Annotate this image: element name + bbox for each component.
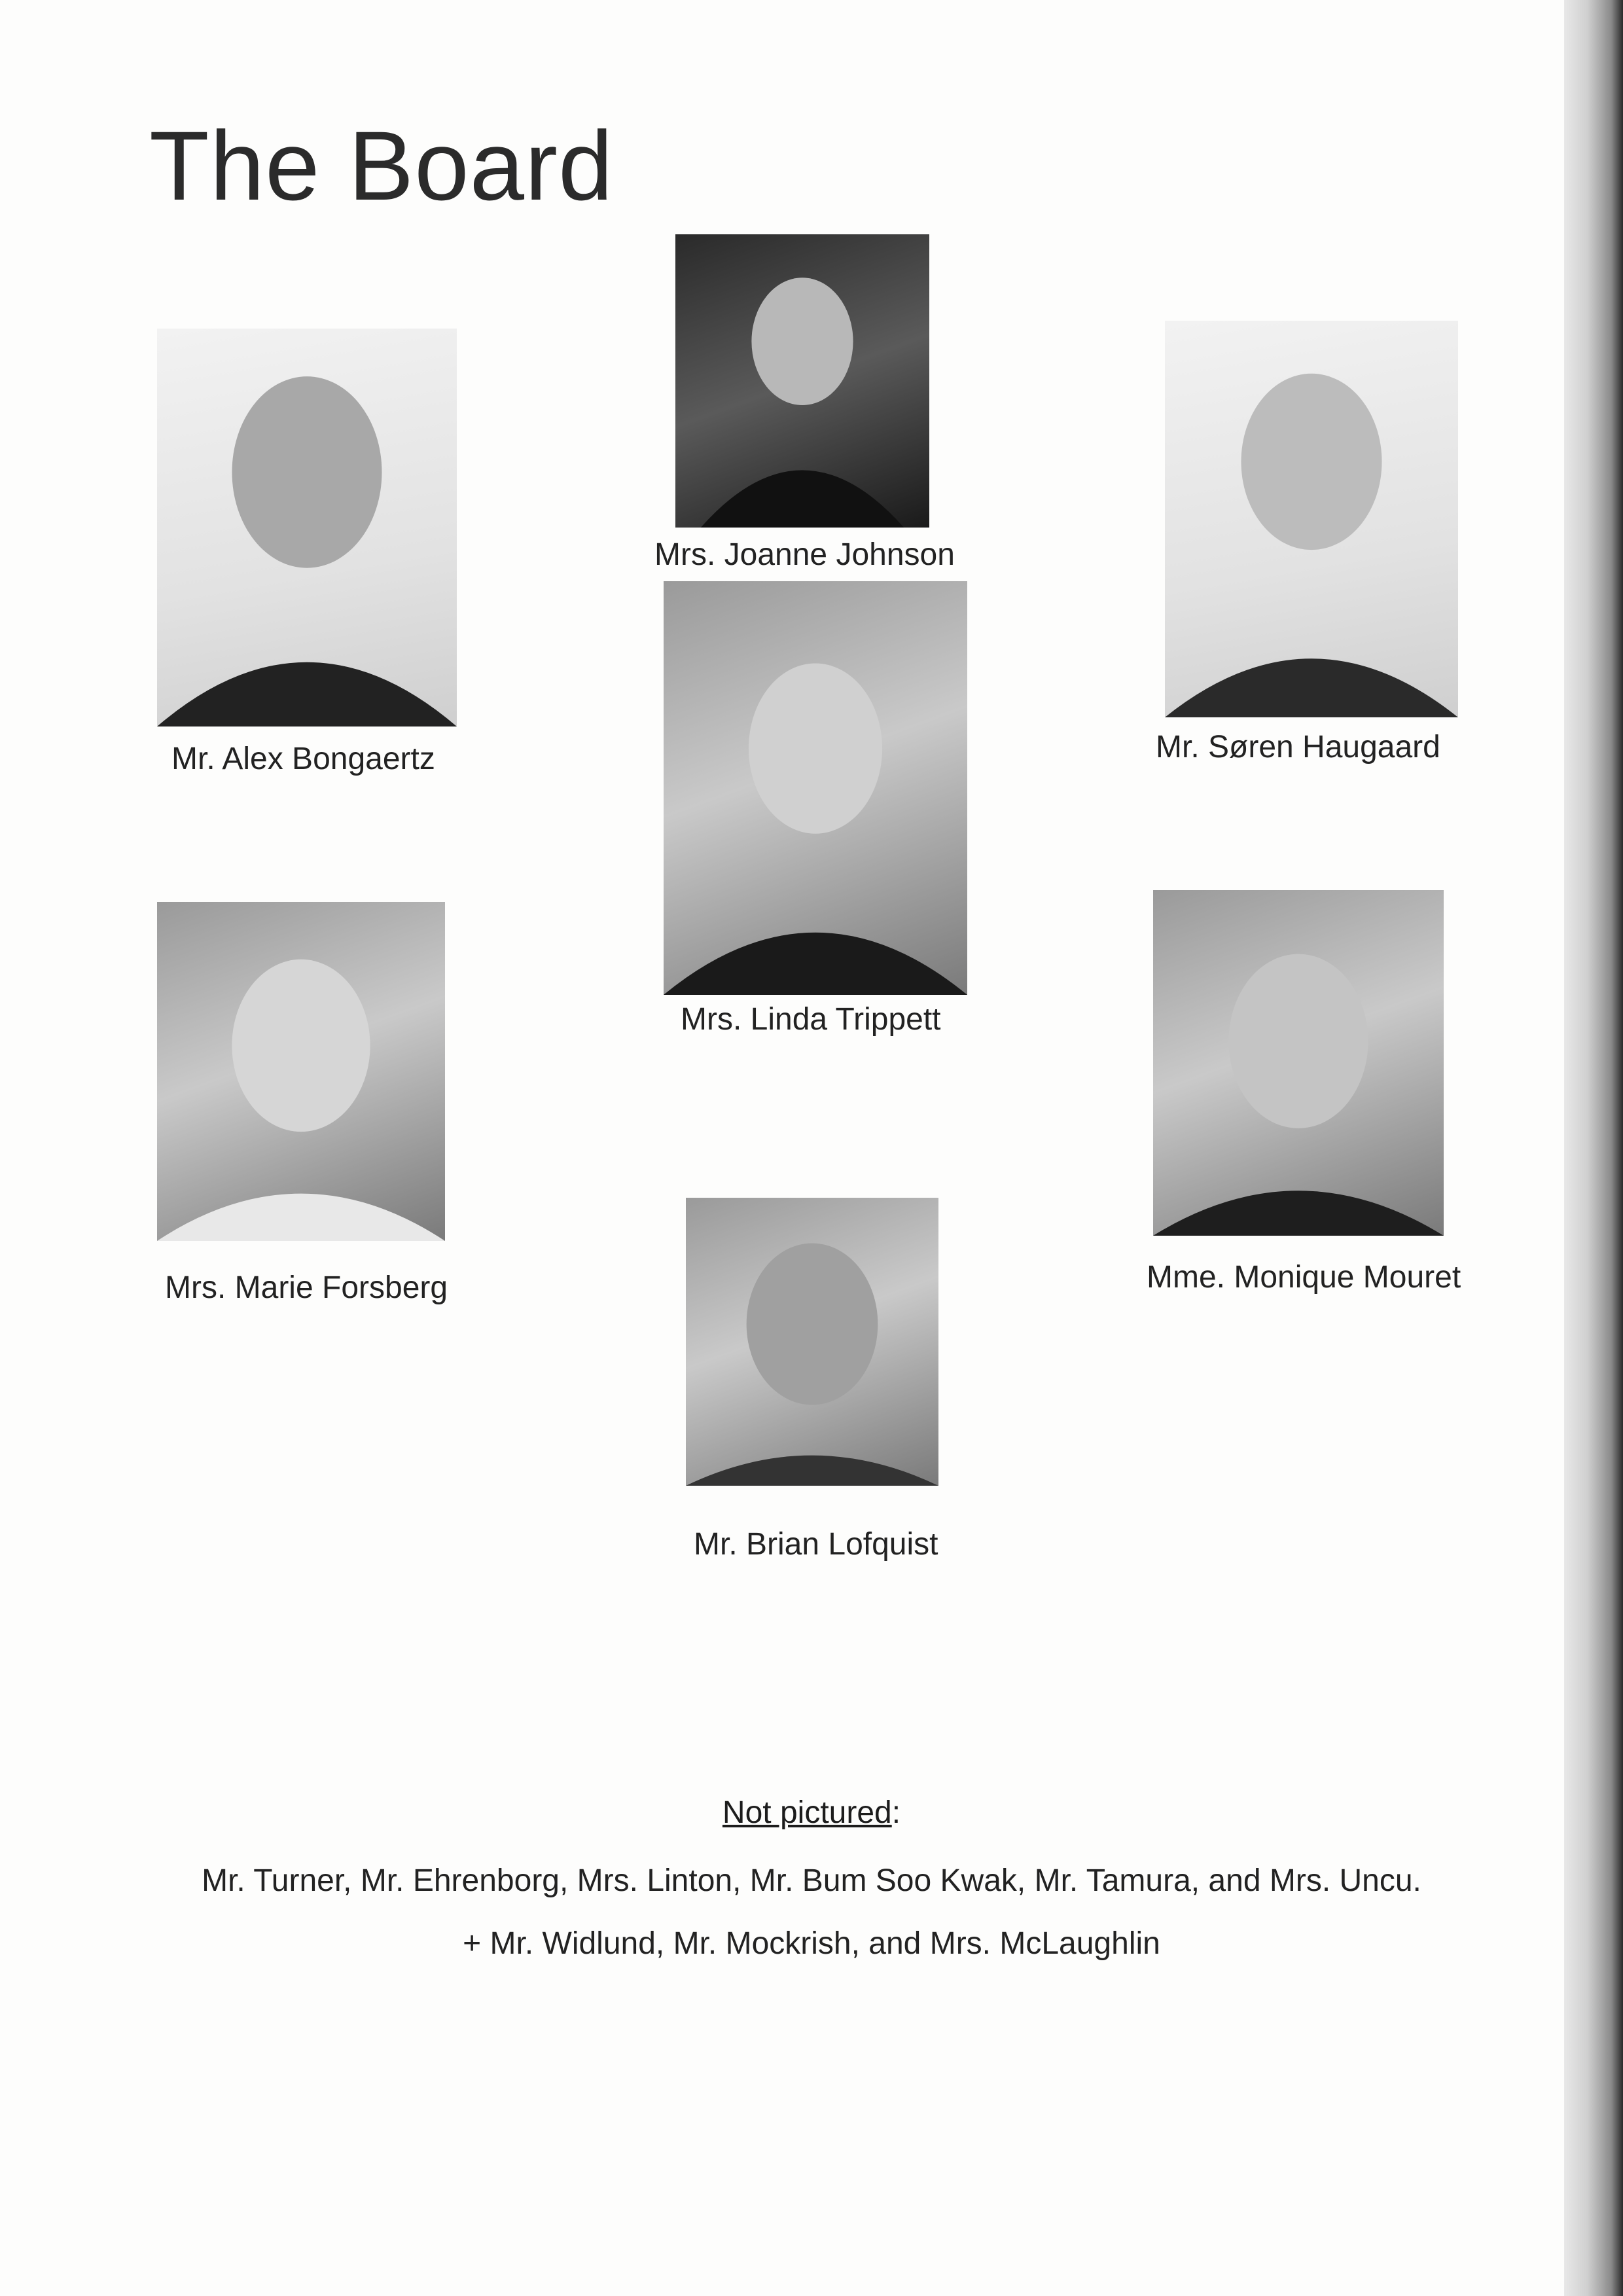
portrait-photo-linda-trippett: [664, 581, 967, 995]
page-edge-shadow: [1564, 0, 1623, 2296]
caption-alex-bongaertz: Mr. Alex Bongaertz: [171, 742, 435, 776]
portrait-photo-joanne-johnson: [675, 234, 929, 528]
not-pictured-label: Not pictured: [722, 1795, 892, 1830]
caption-joanne-johnson: Mrs. Joanne Johnson: [654, 537, 955, 572]
caption-marie-forsberg: Mrs. Marie Forsberg: [165, 1270, 448, 1305]
portrait-photo-brian-lofquist: [686, 1198, 938, 1486]
portrait-photo-alex-bongaertz: [157, 329, 457, 726]
portrait-photo-soren-haugaard: [1165, 321, 1458, 717]
caption-brian-lofquist: Mr. Brian Lofquist: [694, 1527, 938, 1562]
portrait-photo-marie-forsberg: [157, 902, 445, 1241]
not-pictured-colon: :: [891, 1795, 901, 1830]
caption-linda-trippett: Mrs. Linda Trippett: [681, 1002, 941, 1037]
portrait-photo-monique-mouret: [1153, 890, 1444, 1236]
page-title: The Board: [149, 111, 614, 221]
not-pictured-heading: [0, 1795, 1623, 1831]
not-pictured-line-1: Mr. Turner, Mr. Ehrenborg, Mrs. Linton, Mr. Bum Soo Kwak, Mr. Tamura, and Mrs. Uncu.: [202, 1863, 1421, 1898]
not-pictured-line-2: + Mr. Widlund, Mr. Mockrish, and Mrs. McLaughlin: [463, 1926, 1160, 1961]
caption-monique-mouret: Mme. Monique Mouret: [1147, 1260, 1461, 1295]
caption-soren-haugaard: Mr. Søren Haugaard: [1156, 730, 1440, 764]
